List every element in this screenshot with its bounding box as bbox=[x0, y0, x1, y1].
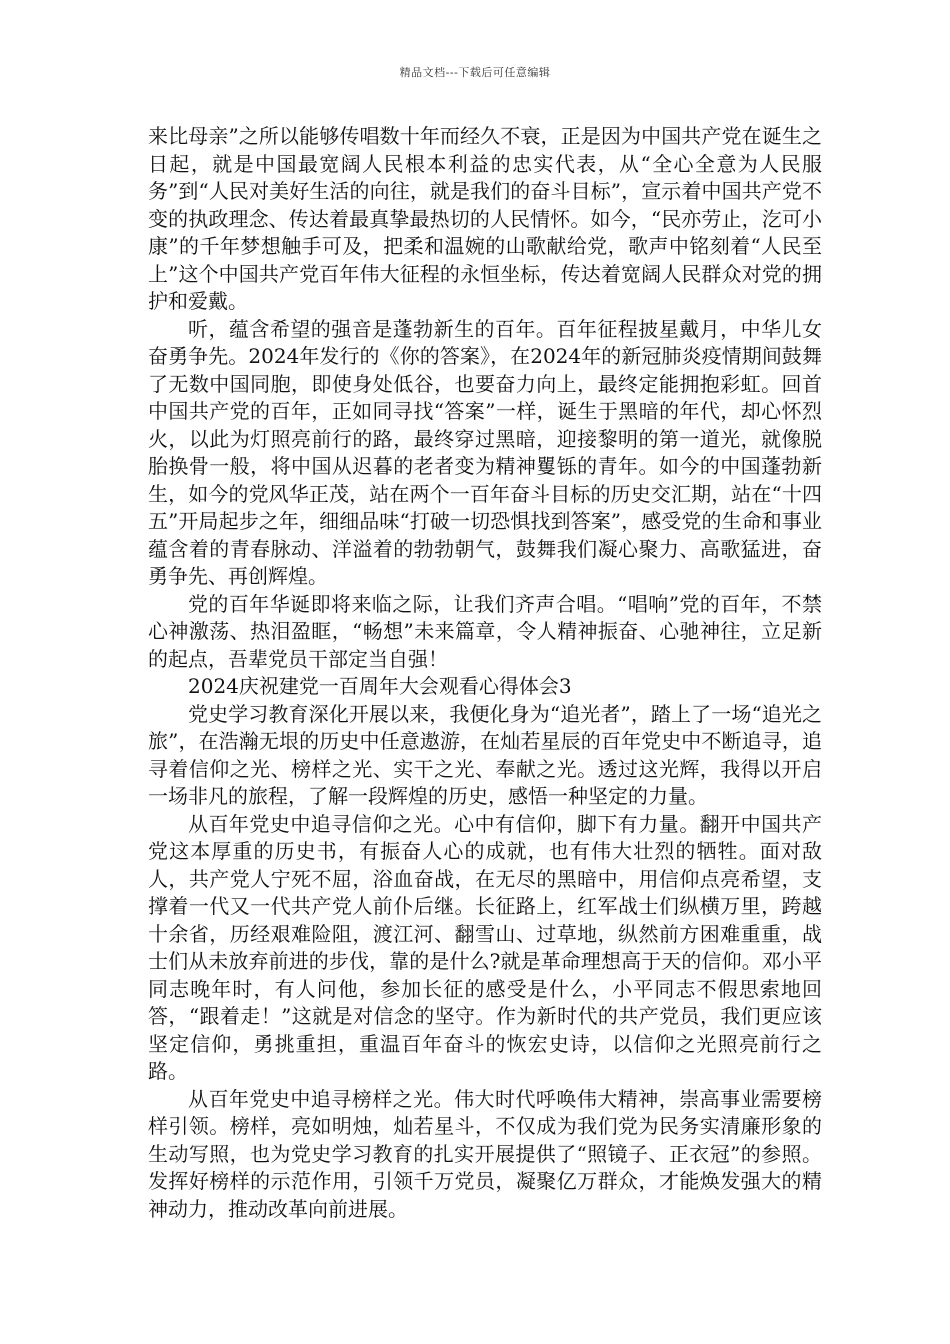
page-header: 精品文档---下载后可任意编辑 bbox=[399, 66, 551, 79]
paragraph-6: 从百年党史中追寻榜样之光。伟大时代呼唤伟大精神，崇高事业需要榜样引领。榜样，亮如明烛，灿若星斗，不仅成为我们党为民务实清廉形象的生动写照，也为党史学习教育的扎实开展提供了“照镜子、正衣冠”的参照。发挥好榜样的示范作用，引领千万党员，凝聚亿万群众，才能焕发强大的精神动力，推动改革向前进展。 bbox=[148, 1086, 822, 1221]
paragraph-2: 听，蕴含希望的强音是蓬勃新生的百年。百年征程披星戴月，中华儿女奋勇争先。2024年发行的《你的答案》，在2024年的新冠肺炎疫情期间鼓舞了无数中国同胞，即使身处低谷，也要奋力向上，最终定能拥抱彩虹。回首中国共产党的百年，正如同寻找“答案”一样，诞生于黑暗的年代，却心怀烈火，以此为灯照亮前行的路，最终穿过黑暗，迎接黎明的第一道光，就像脱胎换骨一般，将中国从迟暮的老者变为精神矍铄的青年。如今的中国蓬勃新生，如今的党风华正茂，站在两个一百年奋斗目标的历史交汇期，站在“十四五”开局起步之年，细细品味“打破一切恐惧找到答案”，感受党的生命和事业蕴含着的青春脉动、洋溢着的勃勃朝气，鼓舞我们凝心聚力、高歌猛进，奋勇争先、再创辉煌。 bbox=[148, 316, 822, 588]
document-body bbox=[148, 123, 822, 1223]
paragraph-4: 党史学习教育深化开展以来，我便化身为“追光者”，踏上了一场“追光之旅”，在浩瀚无垠的历史中任意遨游，在灿若星辰的百年党史中不断追寻，追寻着信仰之光、榜样之光、实干之光、奉献之光。透过这光辉，我得以开启一场非凡的旅程，了解一段辉煌的历史，感悟一种坚定的力量。 bbox=[148, 701, 822, 808]
paragraph-5: 从百年党史中追寻信仰之光。心中有信仰，脚下有力量。翻开中国共产党这本厚重的历史书，有振奋人心的成就，也有伟大壮烈的牺牲。面对敌人，共产党人宁死不屈，浴血奋战，在无尽的黑暗中，用信仰点亮希望，支撑着一代又一代共产党人前仆后继。长征路上，红军战士们纵横万里，跨越十余省，历经艰难险阻，渡江河、翻雪山、过草地，纵然前方困难重重，战士们从未放弃前进的步伐，靠的是什么?就是革命理想高于天的信仰。邓小平同志晚年时，有人问他，参加长征的感受是什么，小平同志不假思索地回答，“跟着走！”这就是对信念的坚守。作为新时代的共产党员，我们更应该坚定信仰，勇挑重担，重温百年奋斗的恢宏史诗，以信仰之光照亮前行之路。 bbox=[148, 811, 822, 1083]
paragraph-1: 来比母亲”之所以能够传唱数十年而经久不衰，正是因为中国共产党在诞生之日起，就是中国最宽阔人民根本利益的忠实代表，从“全心全意为人民服务”到“人民对美好生活的向往，就是我们的奋斗目标”，宣示着中国共产党不变的执政理念、传达着最真挚最热切的人民情怀。如今，“民亦劳止，汔可小康”的千年梦想触手可及，把柔和温婉的山歌献给党，歌声中铭刻着“人民至上”这个中国共产党百年伟大征程的永恒坐标，传达着宽阔人民群众对党的拥护和爱戴。 bbox=[148, 124, 822, 313]
paragraph-3: 党的百年华诞即将来临之际，让我们齐声合唱。“唱响”党的百年，不禁心神激荡、热泪盈眶，“畅想”未来篇章，令人精神振奋、心驰神往，立足新的起点，吾辈党员干部定当自强！ bbox=[148, 591, 822, 671]
section-title: 2024庆祝建党一百周年大会观看心得体会3 bbox=[188, 674, 572, 698]
